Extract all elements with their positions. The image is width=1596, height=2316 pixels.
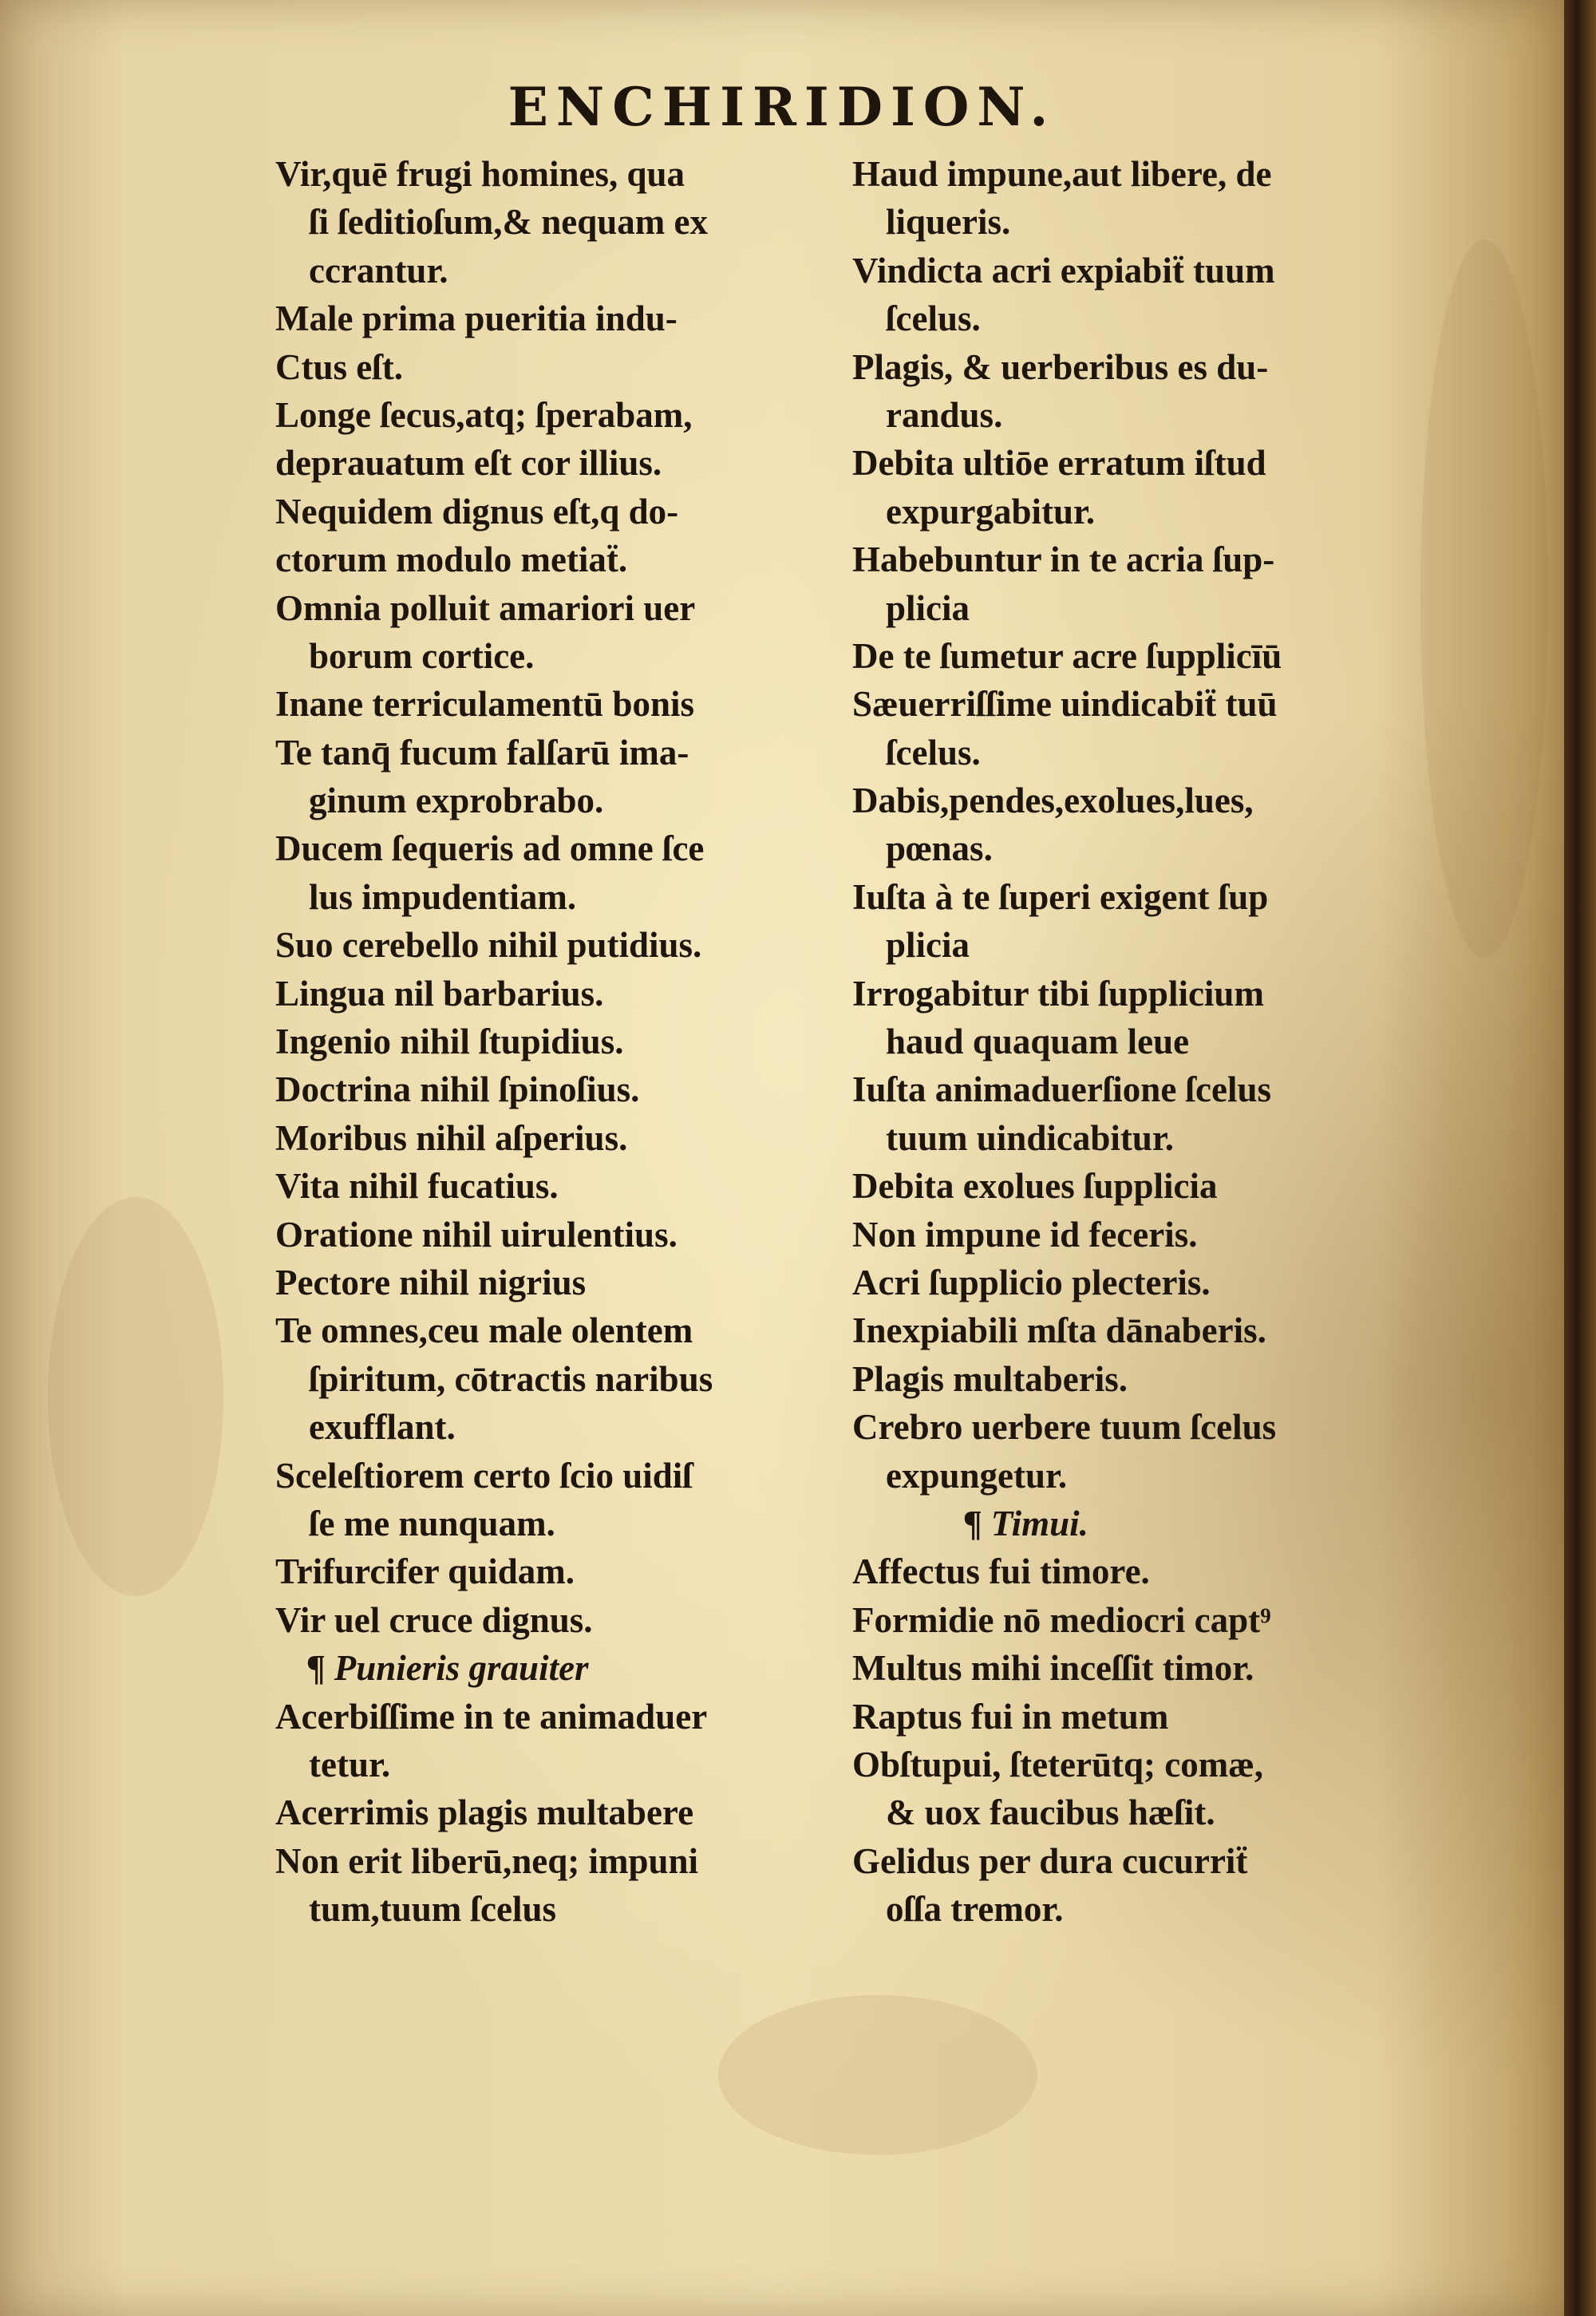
text-line: Moribus nihil aſperius. (275, 1117, 628, 1158)
text-line: Vir,quē frugi homines, qua (275, 154, 685, 194)
text-line: ctorum modulo metiaẗ. (275, 539, 628, 580)
text-line: Non erit liberū,neq; impuni (275, 1840, 699, 1881)
text-line: ginum exprobrabo. (309, 781, 604, 821)
left-column (275, 150, 850, 1933)
text-line: Nequidem dignus eſt,q do- (275, 491, 679, 532)
text-line: plicia (886, 587, 970, 628)
text-line: Vir uel cruce dignus. (275, 1599, 593, 1640)
text-line: Iuſta à te ſuperi exigent ſup (852, 876, 1269, 917)
text-line: plicia (886, 925, 970, 966)
text-line: Ducem ſequeris ad omne ſce (275, 828, 705, 869)
text-line: expungetur. (886, 1455, 1068, 1496)
text-line: Male prima pueritia indu- (275, 298, 678, 339)
text-line: liqueris. (886, 202, 1011, 243)
text-line: randus. (886, 394, 1003, 435)
text-line: Haud impune,aut libere, de (852, 154, 1272, 194)
text-line: Multus mihi inceſſit timor. (852, 1648, 1254, 1689)
text-line: Acerrimis plagis multabere (275, 1792, 694, 1833)
text-line: Lingua nil barbarius. (275, 973, 604, 1014)
text-line: Te tanq̄ fucum falſarū ima- (275, 732, 689, 773)
text-line: Ctus eſt. (275, 346, 403, 387)
book-gutter (1564, 0, 1596, 2316)
text-line: Vita nihil fucatius. (275, 1166, 559, 1207)
text-line: Omnia polluit amariori uer (275, 587, 696, 628)
text-line: Inexpiabili mſta dānaberis. (852, 1310, 1266, 1351)
text-line: Oratione nihil uirulentius. (275, 1214, 678, 1255)
text-line: Acri ſupplicio plecteris. (852, 1262, 1211, 1302)
text-line: deprauatum eſt cor illius. (275, 443, 662, 484)
text-line: ſcelus. (886, 298, 981, 339)
text-line: & uox faucibus hæſit. (886, 1792, 1215, 1833)
text-line: Te omnes,ceu male olentem (275, 1310, 693, 1351)
text-line: tetur. (309, 1744, 391, 1784)
text-line: tum,tuum ſcelus (309, 1889, 557, 1930)
text-line: Vindicta acri expiabiẗ tuum (852, 250, 1275, 290)
text-line: Acerbiſſime in te animaduer (275, 1696, 708, 1737)
text-line: ſe me nunquam. (309, 1503, 555, 1543)
text-line: Irrogabitur tibi ſupplicium (852, 973, 1264, 1014)
text-line: haud quaquam leue (886, 1022, 1190, 1062)
text-line: Sceleſtiorem certo ſcio uidiſ (275, 1455, 693, 1496)
text-line: Obſtupui, ſteterūtq; comæ, (852, 1744, 1263, 1784)
text-line: lus impudentiam. (309, 876, 577, 917)
text-line: Iuſta animaduerſione ſcelus (852, 1069, 1272, 1110)
text-line: Inane terriculamentū bonis (275, 684, 695, 725)
text-line: oſſa tremor. (886, 1889, 1064, 1930)
text-line: Plagis, & uerberibus es du- (852, 346, 1269, 387)
text-line: Longe ſecus,atq; ſperabam, (275, 394, 693, 435)
text-line: ſi ſeditioſum,& nequam ex (309, 202, 709, 243)
text-line: Non impune id feceris. (852, 1214, 1198, 1255)
text-line: Crebro uerbere tuum ſcelus (852, 1407, 1277, 1448)
paper-stain (48, 1197, 223, 1596)
text-line: Gelidus per dura cucurriẗ (852, 1840, 1248, 1881)
text-line: ccrantur. (309, 250, 448, 290)
text-line: Raptus fui in metum (852, 1696, 1169, 1737)
text-line: expurgabitur. (886, 491, 1096, 532)
text-line: borum cortice. (309, 635, 535, 676)
text-line: ſcelus. (886, 732, 981, 773)
text-line: De te ſumetur acre ſupplicīū (852, 635, 1282, 676)
paper-stain (718, 1995, 1037, 2155)
section-heading: ¶ Punieris grauiter (307, 1648, 589, 1689)
text-line: Affectus fui timore. (852, 1551, 1150, 1592)
running-head: ENCHIRIDION. (508, 76, 1057, 138)
text-line: Suo cerebello nihil putidius. (275, 925, 702, 966)
text-line: Plagis multaberis. (852, 1358, 1128, 1399)
right-column (852, 150, 1411, 1933)
text-line: pœnas. (886, 828, 993, 869)
text-line: Trifurcifer quidam. (275, 1551, 575, 1592)
paper-stain (1420, 239, 1548, 958)
text-line: Formidie nō mediocri capt⁹ (852, 1599, 1271, 1640)
text-line: Doctrina nihil ſpinoſius. (275, 1069, 640, 1110)
text-line: exufflant. (309, 1407, 456, 1448)
text-line: Sæuerriſſime uindicabiẗ tuū (852, 684, 1278, 725)
text-line: Debita exolues ſupplicia (852, 1166, 1218, 1207)
text-line: Debita ultiōe erratum iſtud (852, 443, 1266, 484)
text-line: ſpiritum, cōtractis naribus (309, 1358, 713, 1399)
section-heading: ¶ Timui. (964, 1503, 1088, 1543)
text-line: Habebuntur in te acria ſup- (852, 539, 1275, 580)
text-line: Ingenio nihil ſtupidius. (275, 1022, 624, 1062)
text-line: tuum uindicabitur. (886, 1117, 1174, 1158)
text-line: Dabis,pendes,exolues,lues, (852, 781, 1254, 821)
text-line: Pectore nihil nigrius (275, 1262, 587, 1302)
